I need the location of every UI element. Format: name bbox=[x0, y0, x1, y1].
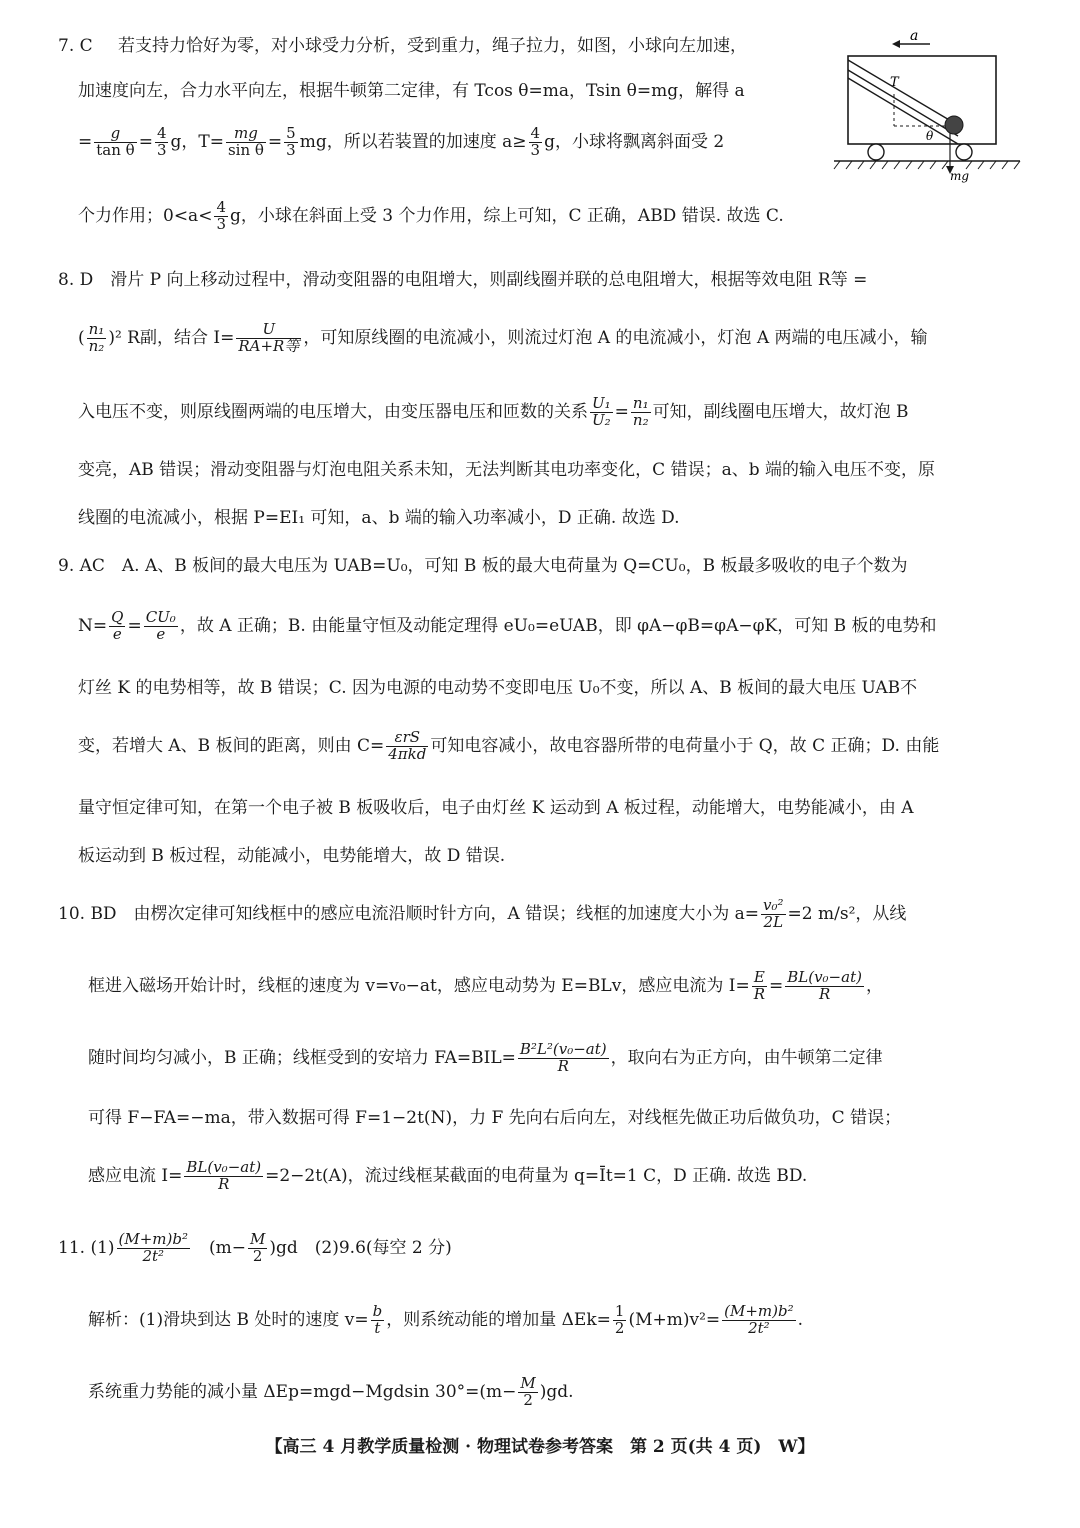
q9-frac-3 bbox=[386, 730, 428, 763]
q9-line-1: 9. AC A. A、B 板间的最大电压为 UAB=U₀，可知 B 板的最大电荷量为 Q=CU₀，B 板最多吸收的电子个数为 bbox=[58, 556, 908, 576]
frac-num: 4 bbox=[530, 124, 541, 142]
frac-den: RA+R等 bbox=[238, 336, 300, 355]
frac-den: 3 bbox=[156, 140, 167, 159]
q7-frac-2 bbox=[155, 126, 169, 159]
q11-line-1 bbox=[58, 1232, 452, 1265]
frac-den: 3 bbox=[530, 140, 541, 159]
frac-num: BL(v₀−at) bbox=[186, 1158, 262, 1176]
q7-frac-1 bbox=[94, 126, 136, 159]
frac-den: U₂ bbox=[592, 410, 611, 429]
q9-text: ，故 A 正确；B. 由能量守恒及动能定理得 eU₀=eUAB，即 φA−φB=φA−φK，可知 B 板的电势和 bbox=[179, 615, 937, 636]
q11-text: 解析：(1)滑块到达 B 处时的速度 v= bbox=[88, 1309, 369, 1330]
q7-frac-6 bbox=[214, 200, 228, 233]
q10-text: 框进入磁场开始计时，线框的速度为 v=v₀−at，感应电动势为 E=BLv，感应电流为 I= bbox=[88, 975, 750, 996]
q8-text: )² R副，结合 I= bbox=[108, 327, 235, 348]
q11-frac-2 bbox=[248, 1232, 267, 1265]
arrow-head-icon bbox=[892, 40, 900, 48]
frac-num: n₁ bbox=[88, 320, 105, 338]
q7-line-2: 加速度向左，合力水平向左，根据牛顿第二定律，有 Tcos θ=ma，Tsin θ=mg，解得 a bbox=[78, 81, 745, 101]
q8-frac-3 bbox=[590, 396, 613, 429]
q8-frac-1 bbox=[87, 322, 107, 355]
frac-den: R bbox=[557, 1056, 569, 1075]
q9-line-2 bbox=[78, 610, 937, 643]
q7-text: g，小球将飘离斜面受 2 bbox=[544, 131, 725, 152]
frac-den: 3 bbox=[286, 140, 296, 159]
q7-frac-3 bbox=[226, 126, 266, 159]
frac-den: 2L bbox=[763, 912, 784, 931]
q7-text: mg，所以若装置的加速度 a≥ bbox=[299, 131, 527, 152]
fig-label-a: a bbox=[910, 28, 919, 44]
frac-num: b bbox=[372, 1302, 383, 1320]
q10-text: = bbox=[768, 975, 784, 996]
frac-num: n₁ bbox=[632, 394, 649, 412]
frac-num: E bbox=[752, 970, 767, 987]
frac-den: 2 bbox=[614, 1318, 625, 1337]
q8-line-3 bbox=[78, 396, 909, 429]
q9-frac-1 bbox=[109, 610, 125, 643]
frac-den: n₂ bbox=[88, 336, 105, 355]
q9-text: N= bbox=[78, 615, 108, 636]
frac-num: (M+m)b² bbox=[724, 1302, 794, 1320]
q10-line-1 bbox=[58, 898, 906, 931]
fig-label-theta: θ bbox=[926, 129, 934, 143]
q8-text: ，可知原线圈的电流减小，则流过灯泡 A 的电流减小，灯泡 A 两端的电压减小，输 bbox=[303, 327, 928, 348]
q8-text: = bbox=[614, 401, 629, 422]
q7-text: g，T= bbox=[170, 131, 224, 152]
q11-frac-5 bbox=[722, 1304, 795, 1337]
q7-text: g，小球在斜面上受 3 个力作用，综上可知，C 正确，ABD 错误. 故选 C. bbox=[230, 205, 784, 226]
cart-incline-figure bbox=[830, 28, 1030, 188]
frac-num: g bbox=[94, 126, 136, 143]
frac-num: Q bbox=[111, 608, 124, 626]
frac-den: n₂ bbox=[632, 410, 649, 429]
ground-hatch bbox=[834, 161, 1020, 169]
fig-label-mg: mg bbox=[950, 169, 970, 183]
q8-line-4: 变亮，AB 错误；滑动变阻器与灯泡电阻关系未知，无法判断其电功率变化，C 错误；a、b 端的输入电压不变，原 bbox=[78, 460, 936, 480]
frac-num: 4 bbox=[156, 124, 167, 142]
frac-den: 2 bbox=[252, 1246, 263, 1265]
q9-line-3: 灯丝 K 的电势相等，故 B 错误；C. 因为电源的电动势不变即电压 U₀不变，所以 A、B 板间的最大电压 UAB不 bbox=[78, 678, 918, 698]
frac-num: εrS bbox=[386, 730, 428, 747]
q8-text: 入电压不变，则原线圈两端的电压增大，由变压器电压和匝数的关系 bbox=[78, 401, 588, 422]
q10-frac-1 bbox=[761, 898, 786, 931]
frac-num: U bbox=[236, 322, 301, 339]
q7-frac-4 bbox=[284, 126, 298, 159]
q9-text: 变，若增大 A、B 板间的距离，则由 C= bbox=[78, 735, 385, 756]
q9-text: 可知电容减小，故电容器所带的电荷量小于 Q，故 C 正确；D. 由能 bbox=[430, 735, 940, 756]
q8-line-1: 8. D 滑片 P 向上移动过程中，滑动变阻器的电阻增大，则副线圈并联的总电阻增大，根据等效电阻 R等 = bbox=[58, 270, 868, 290]
q11-text: 系统重力势能的减小量 ΔEp=mgd−Mgdsin 30°=(m− bbox=[88, 1381, 517, 1402]
q10-frac-3 bbox=[785, 970, 864, 1003]
q9-line-5: 量守恒定律可知，在第一个电子被 B 板吸收后，电子由灯丝 K 运动到 A 板过程，动能增大，电势能减小，由 A bbox=[78, 798, 914, 818]
wheel-right bbox=[956, 144, 972, 160]
q10-text: 感应电流 I= bbox=[88, 1165, 183, 1186]
q10-text: 10. BD 由楞次定律可知线框中的感应电流沿顺时针方向，A 错误；线框的加速度大小为 a= bbox=[58, 903, 760, 924]
frac-num: CU₀ bbox=[145, 608, 176, 626]
q7-text-1: 若支持力恰好为零，对小球受力分析，受到重力，绳子拉力，如图，小球向左加速， bbox=[118, 36, 748, 56]
q9-line-4 bbox=[78, 730, 939, 763]
q10-text: ， bbox=[865, 975, 883, 996]
q10-line-3 bbox=[88, 1042, 883, 1075]
frac-num: v₀² bbox=[763, 896, 784, 914]
rope-line bbox=[848, 60, 956, 124]
q8-frac-2 bbox=[236, 322, 301, 355]
q7-text: 个力作用；0<a< bbox=[78, 205, 213, 226]
frac-num: mg bbox=[226, 126, 266, 143]
frac-den: R bbox=[818, 984, 831, 1003]
q10-frac-2 bbox=[752, 970, 767, 1003]
q8-text: ( bbox=[78, 327, 85, 348]
q11-frac-1 bbox=[117, 1232, 190, 1265]
wheel-left bbox=[868, 144, 884, 160]
q11-text: . bbox=[797, 1309, 804, 1330]
q9-frac-2 bbox=[144, 610, 178, 643]
q11-frac-4 bbox=[613, 1304, 627, 1337]
frac-den: t bbox=[374, 1318, 381, 1337]
q10-text: ，取向右为正方向，由牛顿第二定律 bbox=[610, 1047, 883, 1068]
incline-lower bbox=[848, 78, 958, 144]
q7-line-1 bbox=[58, 36, 747, 57]
q7-text: = bbox=[138, 131, 153, 152]
q11-text: 11. (1) bbox=[58, 1237, 115, 1258]
q10-frac-4 bbox=[518, 1042, 609, 1075]
frac-den: 4πkd bbox=[388, 744, 427, 763]
frac-den: sin θ bbox=[227, 140, 264, 159]
frac-den: tan θ bbox=[96, 140, 135, 159]
q10-text: =2−2t(A)，流过线框某截面的电荷量为 q=Īt=1 C，D 正确. 故选 BD. bbox=[265, 1165, 808, 1186]
cart-body bbox=[848, 56, 996, 144]
q11-frac-3 bbox=[371, 1304, 385, 1337]
q11-frac-6 bbox=[518, 1376, 537, 1409]
frac-num: M bbox=[250, 1230, 266, 1248]
q11-line-2 bbox=[88, 1304, 803, 1337]
frac-num: (M+m)b² bbox=[118, 1230, 189, 1248]
q7-line-3 bbox=[78, 126, 724, 159]
q10-line-2 bbox=[88, 970, 883, 1003]
q9-text: = bbox=[127, 615, 142, 636]
q7-frac-5 bbox=[529, 126, 543, 159]
frac-num: 5 bbox=[286, 124, 296, 142]
frac-den: 2 bbox=[523, 1390, 533, 1409]
fig-label-T: T bbox=[890, 75, 899, 90]
q11-line-3 bbox=[88, 1376, 574, 1409]
q8-line-5: 线圈的电流减小，根据 P=EI₁ 可知，a、b 端的输入功率减小，D 正确. 故选 D. bbox=[78, 508, 680, 528]
q11-text: )gd. bbox=[539, 1381, 574, 1402]
q8-text: 可知，副线圈电压增大，故灯泡 B bbox=[652, 401, 909, 422]
frac-den: e bbox=[156, 624, 166, 643]
frac-num: 4 bbox=[216, 198, 226, 216]
page-footer: 【高三 4 月教学质量检测 · 物理试卷参考答案 第 2 页(共 4 页) W】 bbox=[265, 1437, 815, 1457]
q7-number: 7. C bbox=[58, 36, 93, 56]
q11-text: )gd (2)9.6(每空 2 分) bbox=[269, 1237, 452, 1258]
frac-den: e bbox=[112, 624, 122, 643]
q10-text: 随时间均匀减小，B 正确；线框受到的安培力 FA=BIL= bbox=[88, 1047, 516, 1068]
q8-line-2 bbox=[78, 322, 928, 355]
q10-line-4: 可得 F−FA=−ma，带入数据可得 F=1−2t(N)，力 F 先向右后向左，对线框先做正功后做负功，C 错误； bbox=[88, 1108, 902, 1128]
q11-text: (m− bbox=[192, 1237, 247, 1258]
q7-text: = bbox=[267, 131, 283, 152]
frac-num: U₁ bbox=[592, 394, 611, 412]
frac-num: M bbox=[520, 1374, 536, 1392]
frac-den: R bbox=[753, 984, 765, 1003]
q10-line-5 bbox=[88, 1160, 807, 1193]
frac-den: 2t² bbox=[748, 1318, 770, 1337]
q10-frac-5 bbox=[184, 1160, 263, 1193]
q10-text: =2 m/s²，从线 bbox=[787, 903, 907, 924]
frac-den: 3 bbox=[216, 214, 226, 233]
frac-num: 1 bbox=[614, 1302, 625, 1320]
q9-line-6: 板运动到 B 板过程，动能减小，电势能增大，故 D 错误. bbox=[78, 846, 506, 866]
frac-den: 2t² bbox=[142, 1246, 165, 1265]
q8-frac-4 bbox=[631, 396, 651, 429]
ball bbox=[945, 116, 963, 134]
q11-text: (M+m)v²= bbox=[628, 1309, 721, 1330]
frac-num: BL(v₀−at) bbox=[787, 968, 862, 986]
frac-den: R bbox=[218, 1174, 230, 1193]
q11-text: ，则系统动能的增加量 ΔEk= bbox=[386, 1309, 611, 1330]
frac-num: B²L²(v₀−at) bbox=[519, 1040, 607, 1058]
q7-text: = bbox=[78, 131, 93, 152]
q7-line-4 bbox=[78, 200, 784, 233]
